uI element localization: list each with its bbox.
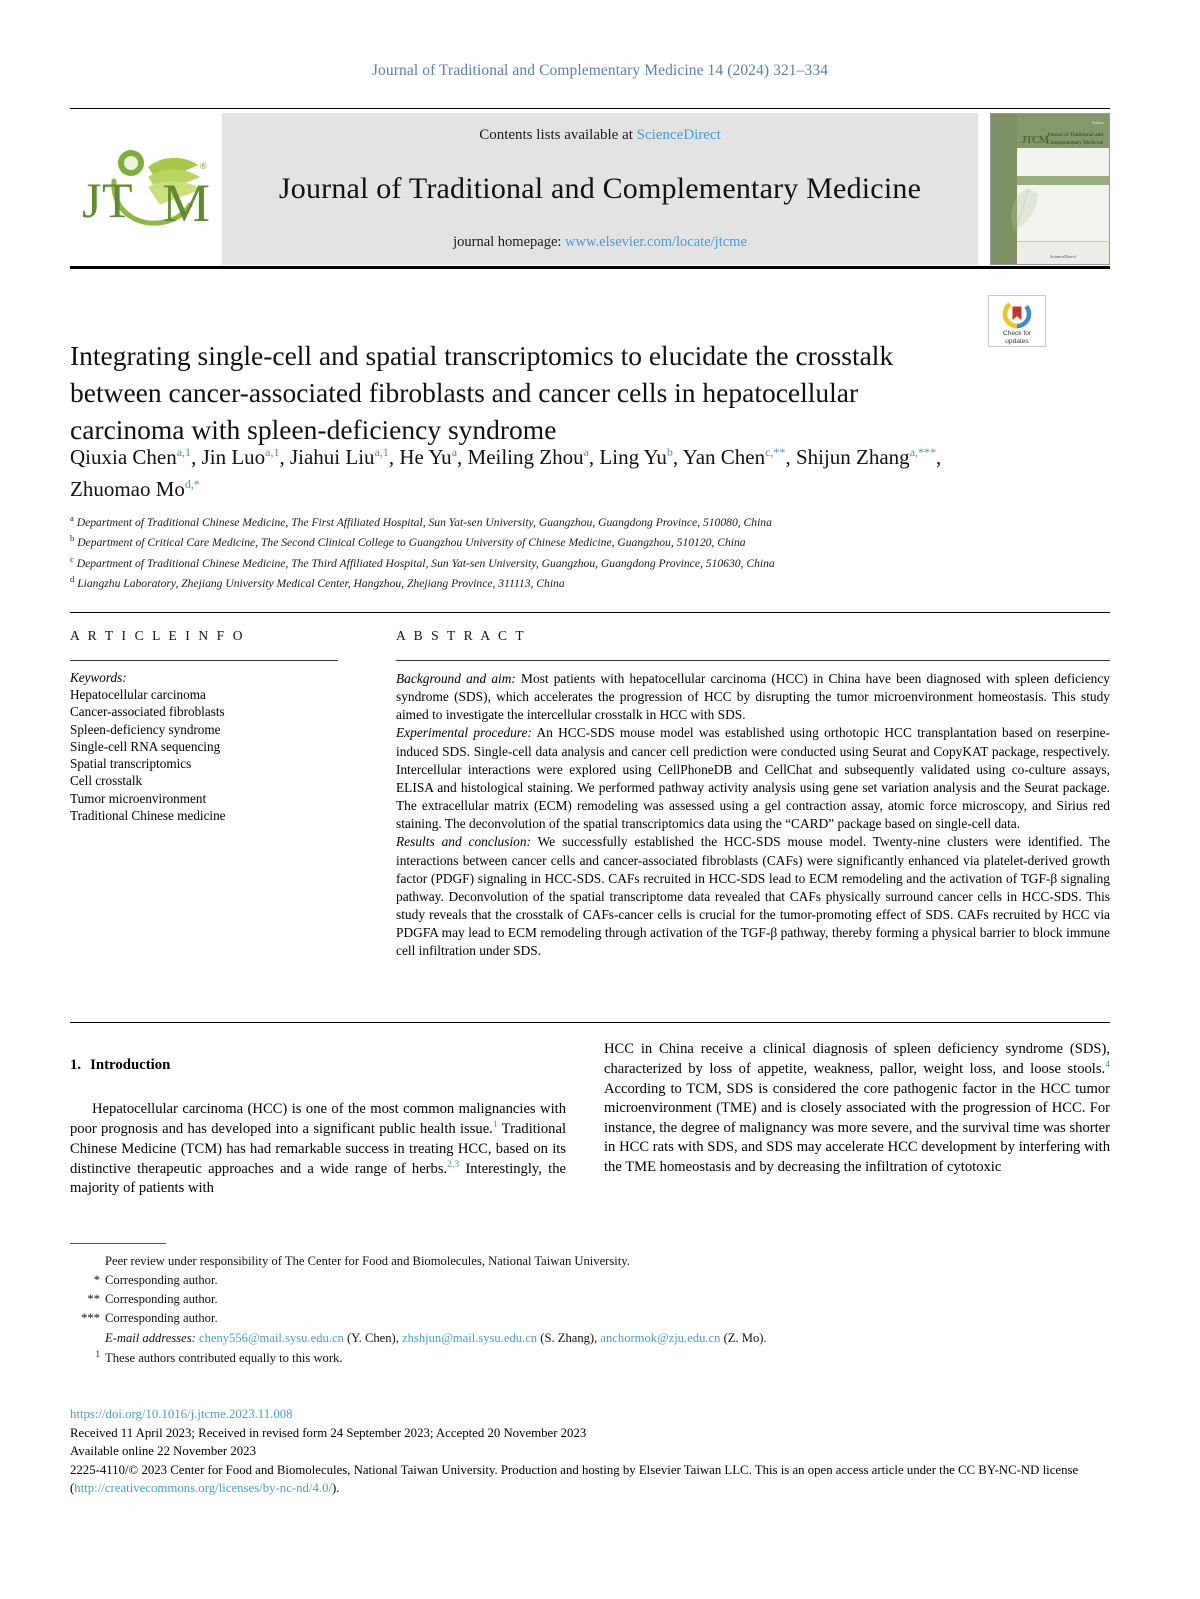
- keywords-list: [70, 686, 370, 824]
- abstract-section-label: Background and aim:: [396, 671, 516, 686]
- affiliation-item: [70, 512, 1010, 532]
- article-info-rule: [70, 660, 338, 661]
- abstract-block: [396, 628, 1110, 961]
- svg-text:®: ®: [200, 161, 207, 171]
- citation-ref-2-3[interactable]: 2,3: [447, 1159, 460, 1171]
- affiliation-item: [70, 573, 1010, 593]
- footnotes-block: [70, 1243, 1110, 1368]
- affiliation-text: Department of Critical Care Medicine, The Second Clinical College to Guangzhou University of Chinese Medicine, Guangzhou, 510120, China: [74, 536, 746, 550]
- author-name: He Yu: [399, 445, 452, 469]
- author-name: Qiuxia Chen: [70, 445, 177, 469]
- sciencedirect-link[interactable]: ScienceDirect: [636, 127, 721, 143]
- email-owner-mo: (Z. Mo).: [720, 1330, 767, 1345]
- affiliation-item: [70, 553, 1010, 573]
- journal-cover-thumbnail: [990, 113, 1110, 265]
- doi-link[interactable]: https://doi.org/10.1016/j.jtcme.2023.11.008: [70, 1407, 293, 1421]
- copyright-post: ).: [332, 1481, 340, 1496]
- author-list: Qiuxia Chen$^{a,1}$, Jin Luo$^{a,1}$, Jiahui Liu$^{a,1}$, He Yu$^a$, Meiling Zhou$^a$, Ling Yu$^b$, Yan Chen$^{c,**}$, Shijun Zhang$^{a,***}$, Zhuomao $Mo^{d,*}$: [70, 445, 942, 501]
- footnote-corresponding-2: [70, 1290, 1110, 1309]
- crossmark-icon: [1002, 299, 1032, 329]
- footnote-corresponding-3: [70, 1309, 1110, 1328]
- footnote-emails: [70, 1329, 1110, 1348]
- crossmark-badge[interactable]: [988, 295, 1046, 347]
- footnote-marker-1: *: [93, 1273, 100, 1288]
- affiliation-text: Liangzhu Laboratory, Zhejiang University Medical Center, Hangzhou, Zhejiang Province, 311113, China: [74, 577, 565, 591]
- journal-masthead: [70, 108, 1110, 265]
- abstract-section-label: Results and conclusion:: [396, 834, 532, 850]
- author-affiliation-marks: a,1: [176, 445, 192, 459]
- author-affiliation-marks: a,***: [909, 445, 937, 459]
- footnote-corresponding-3-text: Corresponding author.: [105, 1311, 218, 1326]
- intro-right-post: According to TCM, SDS is considered the core pathogenic factor in the HCC tumor microenvironment (TME) and is closely associated with the progression of HCC. For instance, the degree of malignancy was more severe, and the survival time was shorter in HCC rats with SDS, and SDS may accelerate HCC development by interfering with the TME homeostasis and by decreasing the infiltration of cytotoxic: [604, 1080, 1110, 1175]
- abstract-paragraph: [396, 724, 1110, 833]
- info-rule-bottom: [70, 1022, 1110, 1023]
- keyword-item: Single-cell RNA sequencing: [70, 738, 221, 754]
- journal-cover-cell: [990, 113, 1110, 265]
- footnote-marker-3: ***: [81, 1311, 100, 1326]
- affiliation-item: [70, 532, 1010, 552]
- author-name: Jin Luo: [201, 445, 266, 469]
- abstract-section-text: An HCC-SDS mouse model was established using orthotopic HCC transplantation based on reserpine-induced SDS. Single-cell data analysis and cancer cell prediction were conducted using Seurat and CopyKAT package, respectively. Intercellular interactions were explored using CellPhoneDB and CellChat and subsequently validated using co-culture assays, ELISA and histological staining. We performed pathway activity analysis using gene set variation analysis and the Seurat package. The extracellular matrix (ECM) remodeling was assessed using a gel contraction assay, atomic force microscopy, and Sirius red staining. The deconvolution of the spatial transcriptomics data using the “CARD” package based on single-cell data.: [396, 725, 1111, 832]
- contents-prefix: Contents lists available at: [479, 127, 637, 143]
- intro-paragraph-right: [604, 1040, 1110, 1177]
- license-link[interactable]: http://creativecommons.org/licenses/by-nc-nd/4.0/: [74, 1481, 333, 1496]
- publication-info-block: [70, 1405, 1130, 1498]
- masthead-bottom-rule: [70, 266, 1110, 269]
- footnote-marker-equal: 1: [95, 1348, 100, 1359]
- keyword-item: Traditional Chinese medicine: [70, 807, 226, 823]
- homepage-line: [453, 234, 747, 251]
- author-affiliation-marks: a: [451, 445, 458, 459]
- keyword-item: Hepatocellular carcinoma: [70, 687, 206, 702]
- author-affiliation-marks: a: [583, 445, 589, 459]
- intro-right-pre: HCC in China receive a clinical diagnosis of spleen deficiency syndrome (SDS), characterized by loss of appetite, weakness, pallor, weight loss, and loose stools.: [604, 1041, 1110, 1078]
- intro-left-pre: Hepatocellular carcinoma (HCC) is one of the most common malignancies with poor prognosis and has developed into a significant public health issue.: [70, 1100, 566, 1138]
- footnote-peer-review-text: Peer review under responsibility of The Center for Food and Biomolecules, National Taiwan University.: [105, 1254, 630, 1268]
- author-name: Zhuomao Mo: [70, 476, 185, 501]
- keywords-label: Keywords:: [70, 670, 127, 685]
- affiliation-text: Department of Traditional Chinese Medicine, The Third Affiliated Hospital, Sun Yat-sen University, Guangzhou, Guangdong Province, 510630, China: [73, 556, 775, 570]
- affiliation-mark: d: [70, 574, 75, 585]
- footnote-equal-text: These authors contributed equally to this work.: [105, 1350, 343, 1365]
- keyword-item: Tumor microenvironment: [70, 790, 207, 806]
- intro-left-mid: Traditional Chinese Medicine (TCM) has had remarkable success in treating HCC, based on its distinctive therapeutic approaches and a wide range of herbs.: [70, 1121, 566, 1177]
- citation-ref-4[interactable]: 4: [1105, 1059, 1110, 1071]
- section-title: Introduction: [90, 1057, 171, 1073]
- keyword-item: Cancer-associated fibroblasts: [70, 704, 225, 720]
- svg-text:T: T: [102, 172, 133, 228]
- body-column-right: [604, 1040, 1110, 1177]
- journal-title: Journal of Traditional and Complementary Medicine: [278, 172, 922, 205]
- article-info-block: [70, 628, 370, 824]
- email-owner-zhang: (S. Zhang),: [537, 1330, 601, 1345]
- footnote-marker-2: **: [87, 1292, 100, 1307]
- copyright-pre: 2225-4110/© 2023 Center for Food and Biomolecules, National Taiwan University. Production and hosting by Elsevier Taiwan LLC. This is an open access article under the CC BY-NC-ND license (: [70, 1462, 1079, 1496]
- author-name: Ling Yu: [599, 445, 667, 469]
- publication-dates: Received 11 April 2023; Received in revised form 24 September 2023; Accepted 20 November 2023: [70, 1425, 587, 1440]
- svg-text:J: J: [82, 172, 102, 228]
- affiliation-list: [70, 512, 1010, 594]
- keyword-item: Spatial transcriptomics: [70, 756, 192, 772]
- info-rule-top: [70, 612, 1110, 613]
- email-link-chen[interactable]: cheny556@mail.sysu.edu.cn: [198, 1330, 344, 1345]
- abstract-section-text: Most patients with hepatocellular carcinoma (HCC) in China have been diagnosed with spleen deficiency syndrome (SDS), which accelerates the progression of HCC by disrupting the tumor microenvironment homeostasis. This study aimed to investigate the intercellular crosstalk in HCC with SDS.: [396, 671, 1111, 723]
- homepage-prefix: journal homepage:: [453, 234, 566, 250]
- footnote-corresponding-2-text: Corresponding author.: [105, 1292, 218, 1307]
- jtcm-logo-cell: [70, 113, 222, 265]
- abstract-section-text: We successfully established the HCC-SDS mouse model. Twenty-nine clusters were identified. The interactions between cancer cells and cancer-associated fibroblasts (CAFs) were significantly enhanced via platelet-derived growth factor (PDGF) signaling in HCC-SDS. CAFs recruited in HCC-SDS lead to ECM remodeling and the activation of TGF-β signaling pathway. Deconvolution of the spatial transcriptome data revealed that CAFs physically surround cancer cells in HCC-SDS. This study reveals that the crosstalk of CAFs-cancer cells is crucial for the tumor-promoting effect of SDS. CAFs recruited by HCC via PDGFA may lead to ECM remodeling through activation of the TGF-β pathway, thereby forming a physical barrier to block immune cell infiltration under SDS.: [396, 834, 1111, 959]
- publication-copyright: [70, 1461, 1130, 1498]
- keyword-item: Spleen-deficiency syndrome: [70, 721, 221, 737]
- homepage-url-link[interactable]: www.elsevier.com/locate/jtcme: [565, 234, 747, 250]
- author-name: Yan Chen: [682, 445, 766, 469]
- footnote-equal-contribution: [70, 1348, 1110, 1368]
- footnote-peer-review: [70, 1252, 1110, 1271]
- footnote-rule: [70, 1243, 166, 1244]
- affiliation-mark: c: [70, 553, 74, 564]
- abstract-heading: A B S T R A C T: [396, 628, 527, 643]
- crossmark-line2: updates: [1005, 337, 1029, 345]
- jtcm-logo-icon: [76, 141, 216, 237]
- citation-ref-1[interactable]: 1: [492, 1119, 498, 1131]
- footnote-corresponding-1: [70, 1271, 1110, 1290]
- author-affiliation-marks: a,1: [374, 445, 389, 459]
- intro-paragraph-left: [70, 1100, 566, 1199]
- email-link-mo[interactable]: anchormok@zju.edu.cn: [600, 1330, 721, 1345]
- abstract-rule: [396, 660, 1110, 661]
- cover-title-text: Journal of Traditional and Complementary Medicine: [1047, 132, 1104, 146]
- publication-online-date: Available online 22 November 2023: [70, 1444, 256, 1459]
- abstract-paragraph: [396, 670, 1110, 724]
- author-affiliation-marks: c,**: [765, 445, 786, 459]
- affiliation-mark: a: [70, 513, 74, 523]
- email-addresses-label: E-mail addresses:: [105, 1330, 196, 1345]
- cover-issue-text: Volume: [1091, 120, 1104, 125]
- contents-line: [479, 127, 721, 144]
- author-affiliation-marks: d,*: [184, 476, 200, 491]
- body-column-left: [70, 1056, 566, 1199]
- affiliation-text: Department of Traditional Chinese Medicine, The First Affiliated Hospital, Sun Yat-sen University, Guangzhou, Guangdong Province, 510080, China: [73, 515, 772, 529]
- author-name: Meiling Zhou: [467, 445, 584, 469]
- section-number: 1.: [70, 1057, 82, 1073]
- footnote-corresponding-1-text: Corresponding author.: [105, 1273, 218, 1288]
- cover-bottom-band: [1017, 241, 1109, 264]
- section-heading-introduction: [70, 1056, 566, 1076]
- abstract-paragraph: [396, 833, 1110, 960]
- author-affiliation-marks: a,1: [265, 445, 280, 459]
- intro-left-post: Interestingly, the majority of patients with: [70, 1160, 567, 1197]
- email-link-zhang[interactable]: zhshjun@mail.sysu.edu.cn: [402, 1330, 538, 1345]
- author-affiliation-marks: b: [666, 445, 673, 459]
- abstract-body: [396, 670, 1110, 961]
- abstract-section-label: Experimental procedure:: [396, 725, 532, 741]
- keyword-item: Cell crosstalk: [70, 773, 143, 789]
- affiliation-mark: b: [70, 533, 75, 544]
- page-title: Integrating single-cell and spatial transcriptomics to elucidate the crosstalk between cancer-associated fibroblasts and cancer cells in hepatocellular carcinoma with spleen-deficiency syndrome: [70, 340, 894, 446]
- cover-logo-text: JTCM: [1021, 134, 1049, 146]
- cover-publisher-text: ScienceDirect: [1050, 254, 1076, 259]
- masthead-banner: [222, 113, 978, 265]
- running-head: Journal of Traditional and Complementary Medicine 14 (2024) 321–334: [371, 62, 829, 79]
- article-info-heading: A R T I C L E I N F O: [70, 628, 246, 643]
- crossmark-label: [1003, 330, 1031, 346]
- cover-leaf-icon: [1001, 184, 1055, 236]
- crossmark-line1: Check for: [1002, 330, 1032, 337]
- author-name: Jiahui Liu: [289, 445, 375, 469]
- svg-text:M: M: [162, 173, 211, 233]
- author-name: Shijun Zhang: [795, 445, 910, 469]
- email-owner-chen: (Y. Chen),: [343, 1330, 403, 1345]
